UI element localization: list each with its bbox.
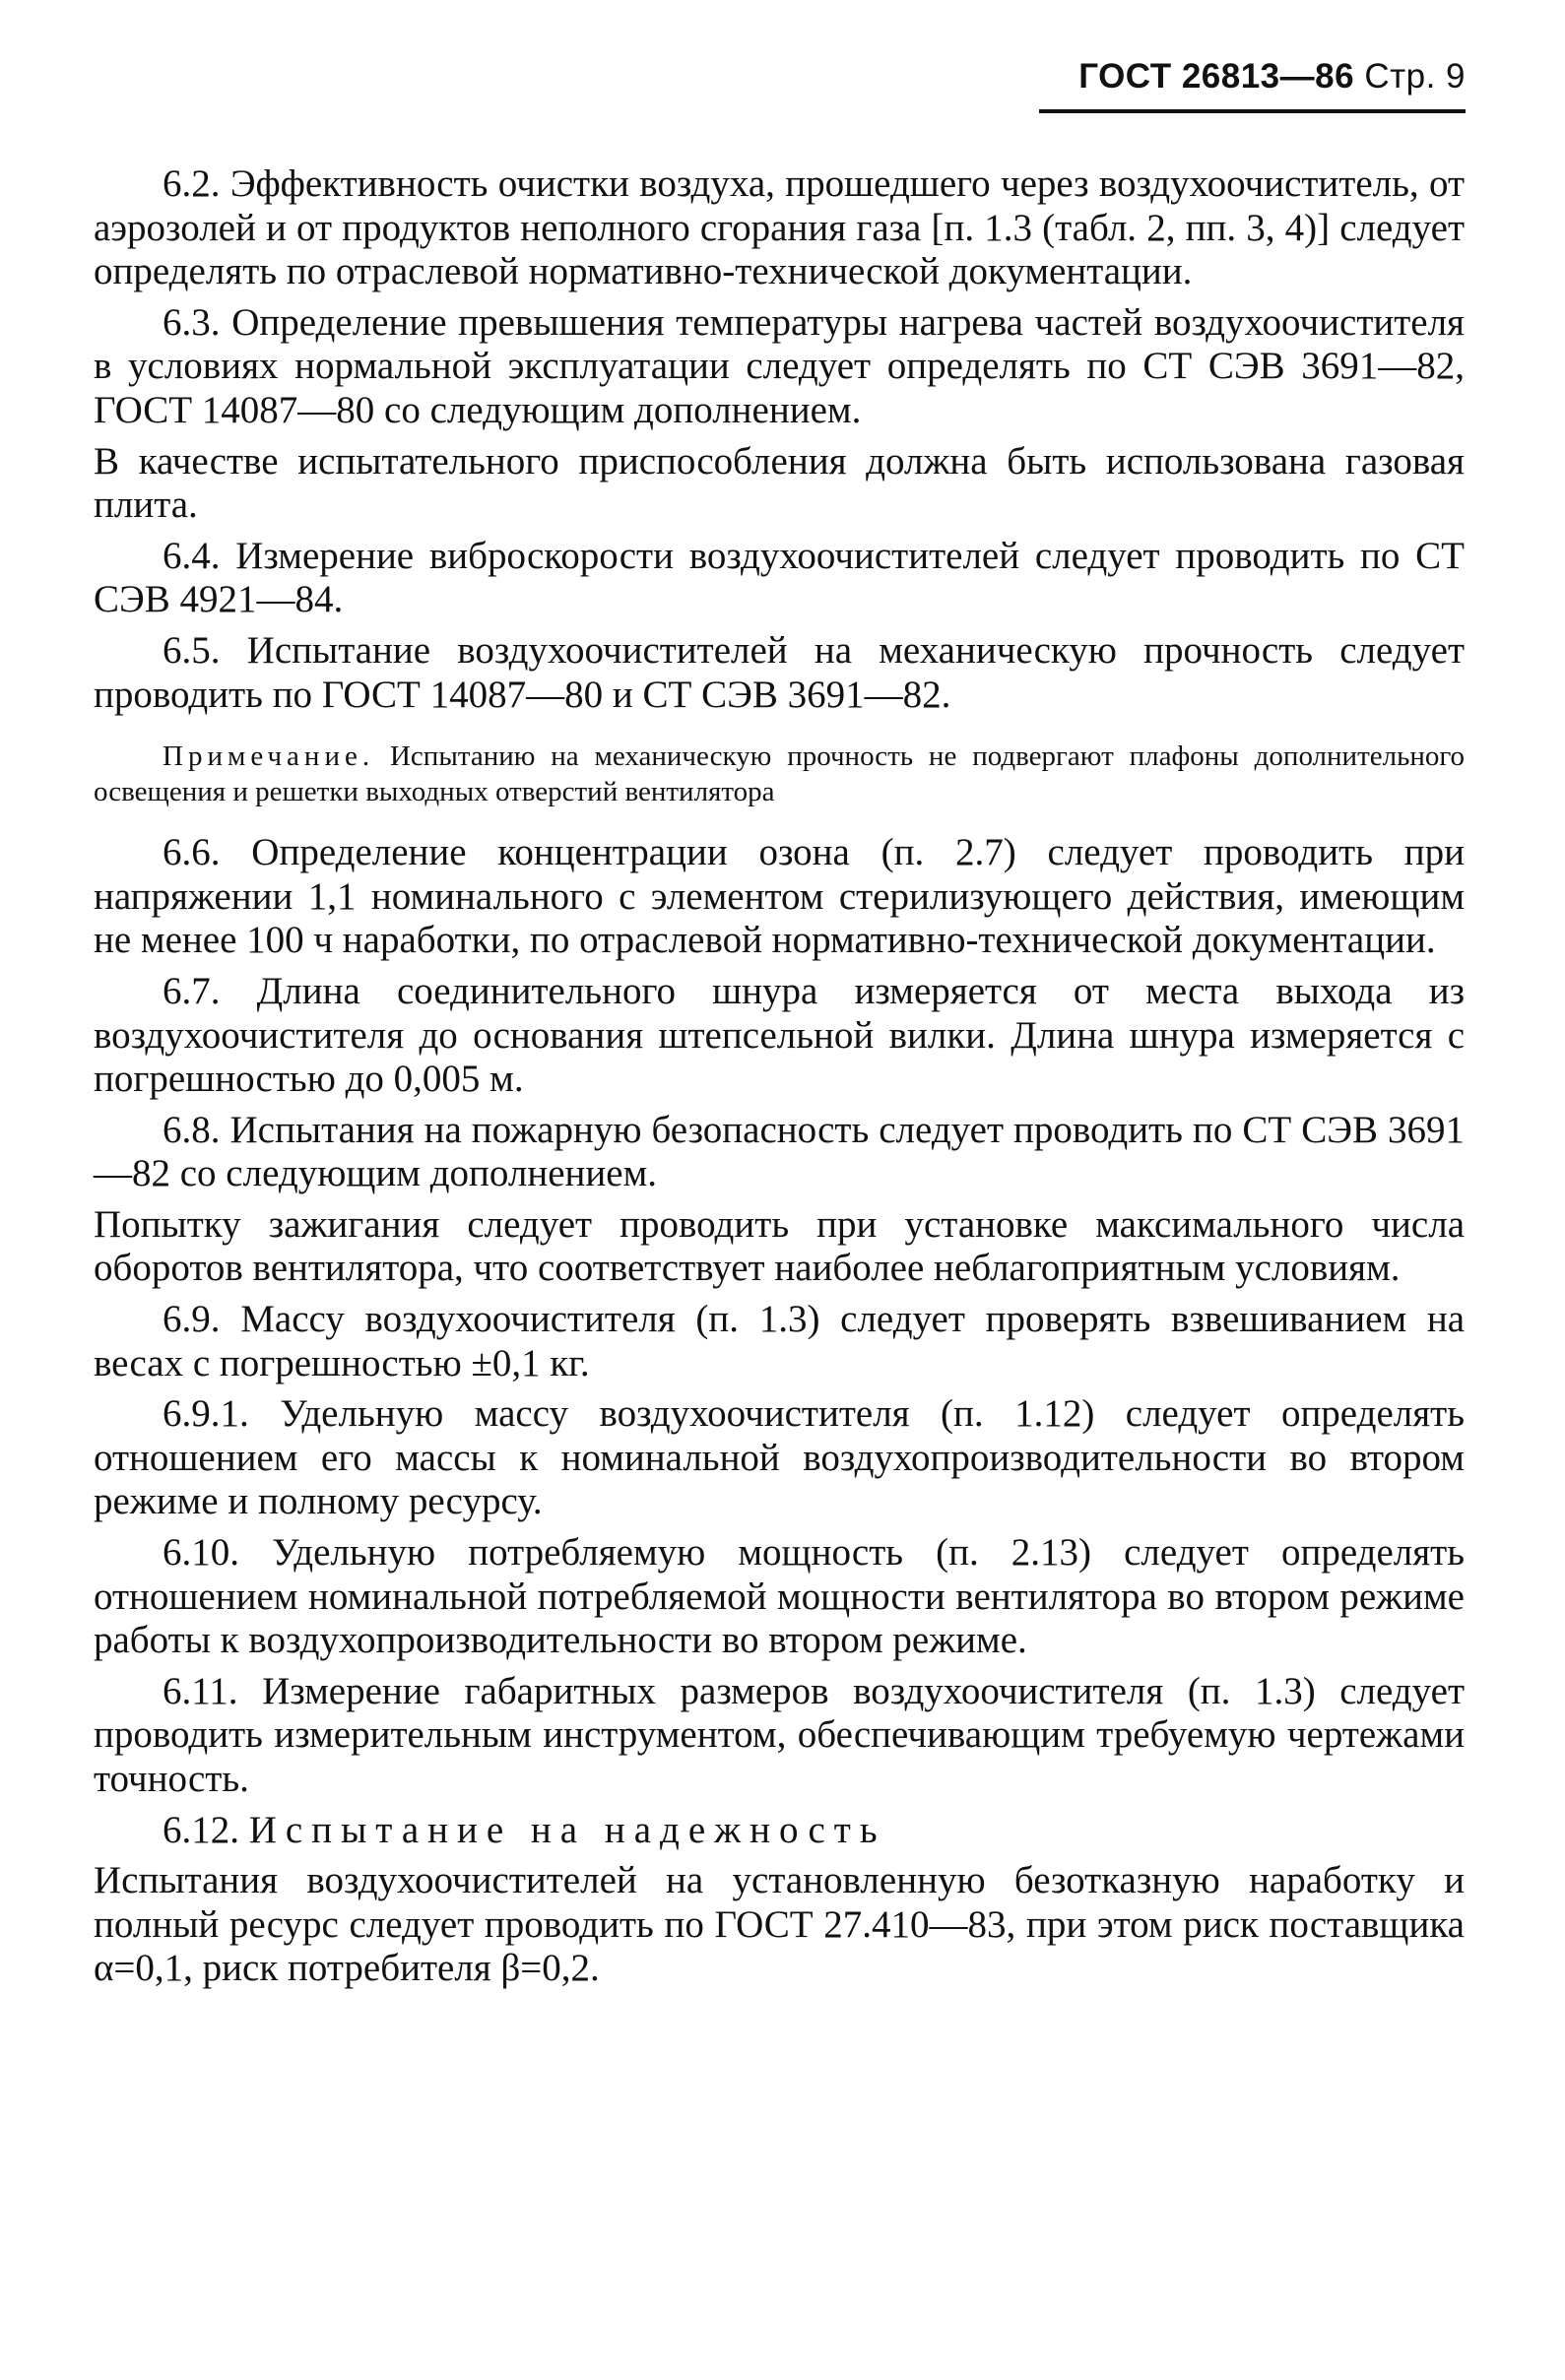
paragraph-text: Испытания воздухоочистителей на установленную безотказную наработку и полный ресурс следует проводить по ГОСТ 27.410—83, при этом риск поставщика α=0,1, риск потребителя β=0,2. xyxy=(94,1859,1465,1990)
paragraph-6-12 xyxy=(94,1859,1465,1991)
paragraph-number: 6.3. xyxy=(163,300,221,344)
paragraph-number: 6.9.1. xyxy=(163,1392,249,1436)
paragraph-6-9-1 xyxy=(94,1392,1465,1524)
paragraph-text: Длина соединительного шнура измеряется от места выхода из воздухоочистителя до основания штепсельной вилки. Длина шнура измеряется с погрешностью до 0,005 м. xyxy=(94,969,1465,1101)
paragraph-text: Измерение виброскорости воздухоочистителей следует проводить по СТ СЭВ 4921—84. xyxy=(94,534,1465,621)
paragraph-number: 6.5. xyxy=(163,628,221,672)
paragraph-6-7 xyxy=(94,970,1465,1102)
paragraph-text: Удельную массу воздухоочистителя (п. 1.12) следует определять отношением его массы к номинальной воздухопроизводительности во втором режиме и полному ресурсу. xyxy=(94,1392,1465,1523)
paragraph-number: 6.8. xyxy=(163,1108,221,1151)
paragraph-number: 6.9. xyxy=(163,1298,221,1341)
note xyxy=(94,739,1465,809)
paragraph-number: 6.6. xyxy=(163,831,221,874)
paragraph-text: Попытку зажигания следует проводить при установке максимального числа оборотов вентилятора, что соответствует наиболее неблагоприятным условиям. xyxy=(94,1202,1465,1290)
paragraph-6-3 xyxy=(94,301,1465,433)
paragraph-text: Испытания на пожарную безопасность следует проводить по СТ СЭВ 3691—82 со следующим дополнением. xyxy=(94,1108,1465,1195)
paragraph-6-2 xyxy=(94,162,1465,294)
paragraph-6-3-addition xyxy=(94,440,1465,528)
paragraph-number: 6.2. xyxy=(163,162,221,205)
paragraph-text: Определение концентрации озона (п. 2.7) следует проводить при напряжении 1,1 номинального с элементом стерилизующего действия, имеющим не менее 100 ч наработки, по отраслевой нормативно-технической документации. xyxy=(94,831,1465,962)
paragraph-text: Массу воздухоочистителя (п. 1.3) следует проверять взвешиванием на весах с погрешностью ±0,1 кг. xyxy=(94,1298,1466,1384)
paragraph-text: В качестве испытательного приспособления должна быть использована газовая плита. xyxy=(94,439,1465,527)
section-number: 6.12. xyxy=(163,1808,239,1851)
paragraph-number: 6.11. xyxy=(163,1669,238,1712)
note-label: Примечание. xyxy=(163,740,375,773)
paragraph-6-10 xyxy=(94,1531,1465,1663)
paragraph-6-5 xyxy=(94,629,1465,717)
note-text: Испытанию на механическую прочность не подвергают плафоны дополнительного освещения и решетки выходных отверстий вентилятора xyxy=(94,740,1466,808)
paragraph-text: Измерение габаритных размеров воздухоочистителя (п. 1.3) следует проводить измерительным инструментом, обеспечивающим требуемую чертежами точность. xyxy=(94,1669,1465,1800)
section-heading: Испытание на надежность xyxy=(248,1808,886,1851)
section-6-12-heading xyxy=(94,1809,1465,1853)
document-body xyxy=(94,162,1465,1991)
page-number: Стр. 9 xyxy=(1364,57,1466,96)
paragraph-text: Испытание воздухоочистителей на механическую прочность следует проводить по ГОСТ 14087—80 и СТ СЭВ 3691—82. xyxy=(94,628,1465,716)
paragraph-6-9 xyxy=(94,1298,1465,1385)
header-rule xyxy=(1039,109,1466,113)
paragraph-6-8-addition xyxy=(94,1203,1465,1291)
paragraph-text: Определение превышения температуры нагрева частей воздухоочистителя в условиях нормальной эксплуатации следует определять по СТ СЭВ 3691—82, ГОСТ 14087—80 со следующим дополнением. xyxy=(94,300,1465,431)
page-header xyxy=(1024,57,1466,96)
paragraph-6-6 xyxy=(94,831,1465,963)
paragraph-text: Удельную потребляемую мощность (п. 2.13) следует определять отношением номинальной потребляемой мощности вентилятора во втором режиме работы к воздухопроизводительности во втором режиме. xyxy=(94,1531,1465,1662)
paragraph-6-8 xyxy=(94,1109,1465,1196)
paragraph-text: Эффективность очистки воздуха, прошедшего через воздухоочиститель, от аэрозолей и от продуктов неполного сгорания газа [п. 1.3 (табл. 2, пп. 3, 4)] следует определять по отраслевой нормативно-технической документации. xyxy=(94,162,1465,293)
paragraph-6-4 xyxy=(94,535,1465,622)
paragraph-number: 6.7. xyxy=(163,969,221,1012)
standard-number: ГОСТ 26813—86 xyxy=(1078,57,1355,96)
paragraph-number: 6.10. xyxy=(163,1531,239,1575)
paragraph-number: 6.4. xyxy=(163,534,221,577)
paragraph-6-11 xyxy=(94,1670,1465,1802)
